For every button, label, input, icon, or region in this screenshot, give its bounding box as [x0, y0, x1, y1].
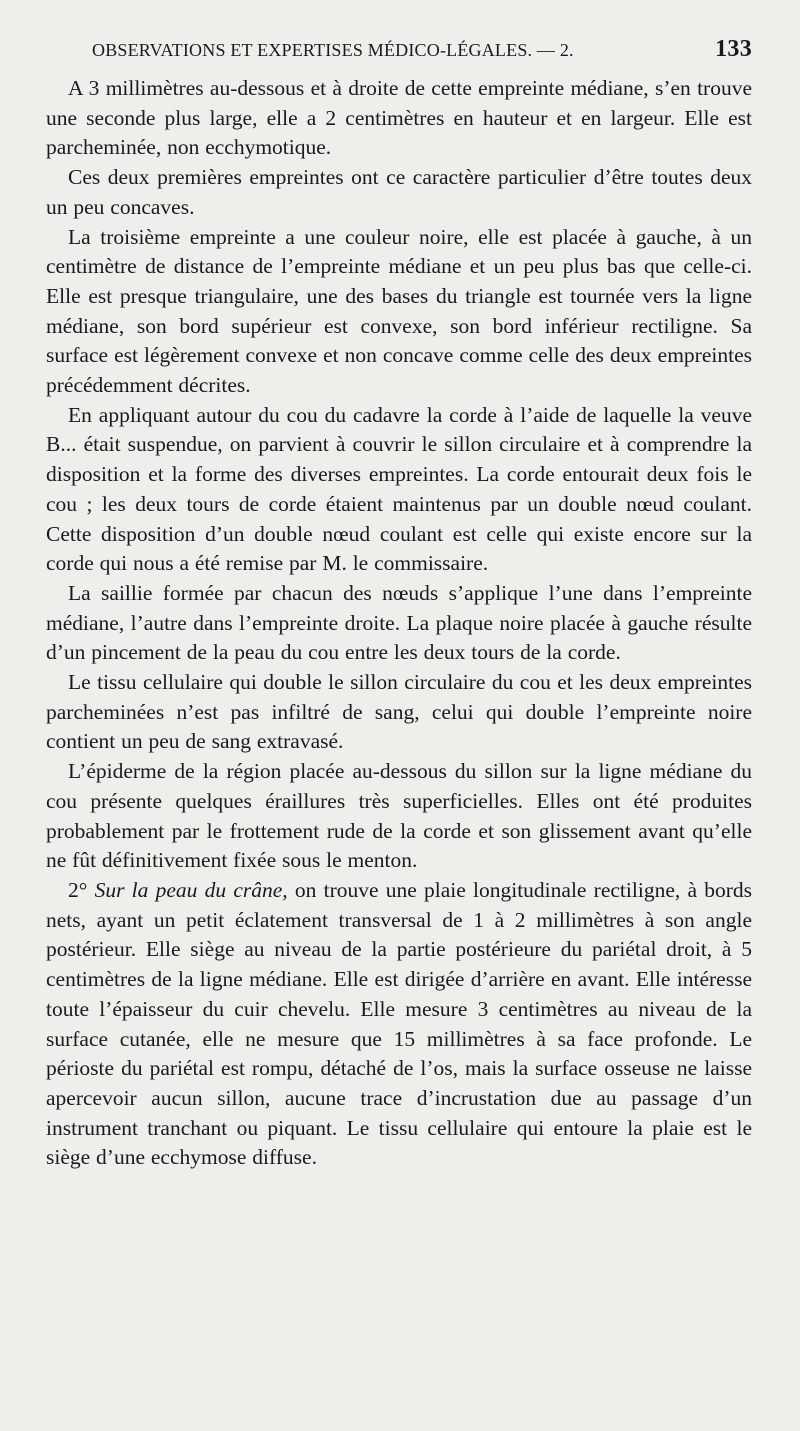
page-number: 133	[715, 36, 752, 62]
paragraph: L’épiderme de la région placée au-dessous du sillon sur la ligne médiane du cou présente quelques éraillures très superficielles. Elles ont été produites probablement par le frottement rude de la corde et son glissement avant qu’elle ne fût définitivement fixée sous le menton.	[46, 759, 752, 873]
section-number: 2°	[68, 877, 88, 902]
page-header	[46, 36, 752, 74]
paragraph-text: on trouve une plaie longitudinale rectiligne, à bords nets, ayant un petit éclatement transversal de 1 à 2 millimètres à son angle postérieur. Elle siège au niveau de la partie postérieure du pariétal droit, à 5 centimètres de la ligne médiane. Elle est dirigée d’arrière en avant. Elle intéresse toute l’épaisseur du cuir chevelu. Elle mesure 3 centimètres au niveau de la surface cutanée, elle ne mesure que 15 millimètres à sa face profonde. Le périoste du pariétal est rompu, détaché de l’os, mais la surface osseuse ne laisse apercevoir aucun sillon, aucune trace d’incrustation due au passage d’un instrument tranchant ou piquant. Le tissu cellulaire qui entoure la plaie est le siège d’une ecchymose diffuse.	[46, 877, 752, 1170]
paragraph-scalp-wound	[46, 876, 752, 1173]
body-text	[46, 74, 752, 1173]
running-title: OBSERVATIONS ET EXPERTISES MÉDICO-LÉGALES. — 2.	[92, 40, 574, 60]
paragraph: La saillie formée par chacun des nœuds s’applique l’une dans l’empreinte médiane, l’autre dans l’empreinte droite. La plaque noire placée à gauche résulte d’un pincement de la peau du cou entre les deux tours de la corde.	[46, 580, 752, 665]
paragraph: En appliquant autour du cou du cadavre la corde à l’aide de laquelle la veuve B... était suspendue, on parvient à couvrir le sillon circulaire et à comprendre la disposition et la forme des diverses empreintes. La corde entourait deux fois le cou ; les deux tours de corde étaient maintenus par un double nœud coulant. Cette disposition d’un double nœud coulant est celle qui existe encore sur la corde qui nous a été remise par M. le commissaire.	[46, 402, 752, 576]
paragraph: A 3 millimètres au-dessous et à droite de cette empreinte médiane, s’en trouve une seconde plus large, elle a 2 centimètres en hauteur et en largeur. Elle est parcheminée, non ecchymotique.	[46, 76, 752, 160]
paragraph: Ces deux premières empreintes ont ce caractère particulier d’être toutes deux un peu concaves.	[46, 165, 752, 219]
paragraph: La troisième empreinte a une couleur noire, elle est placée à gauche, à un centimètre de distance de l’empreinte médiane et un peu plus bas que celle-ci. Elle est presque triangulaire, une des bases du triangle est tournée vers la ligne médiane, son bord supérieur est convexe, son bord inférieur rectiligne. Sa surface est légèrement convexe et non concave comme celle des deux empreintes précédemment décrites.	[46, 224, 752, 398]
paragraph: Le tissu cellulaire qui double le sillon circulaire du cou et les deux empreintes parcheminées n’est pas infiltré de sang, celui qui double l’empreinte noire contient un peu de sang extravasé.	[46, 670, 752, 754]
italic-heading: Sur la peau du crâne,	[94, 877, 288, 902]
